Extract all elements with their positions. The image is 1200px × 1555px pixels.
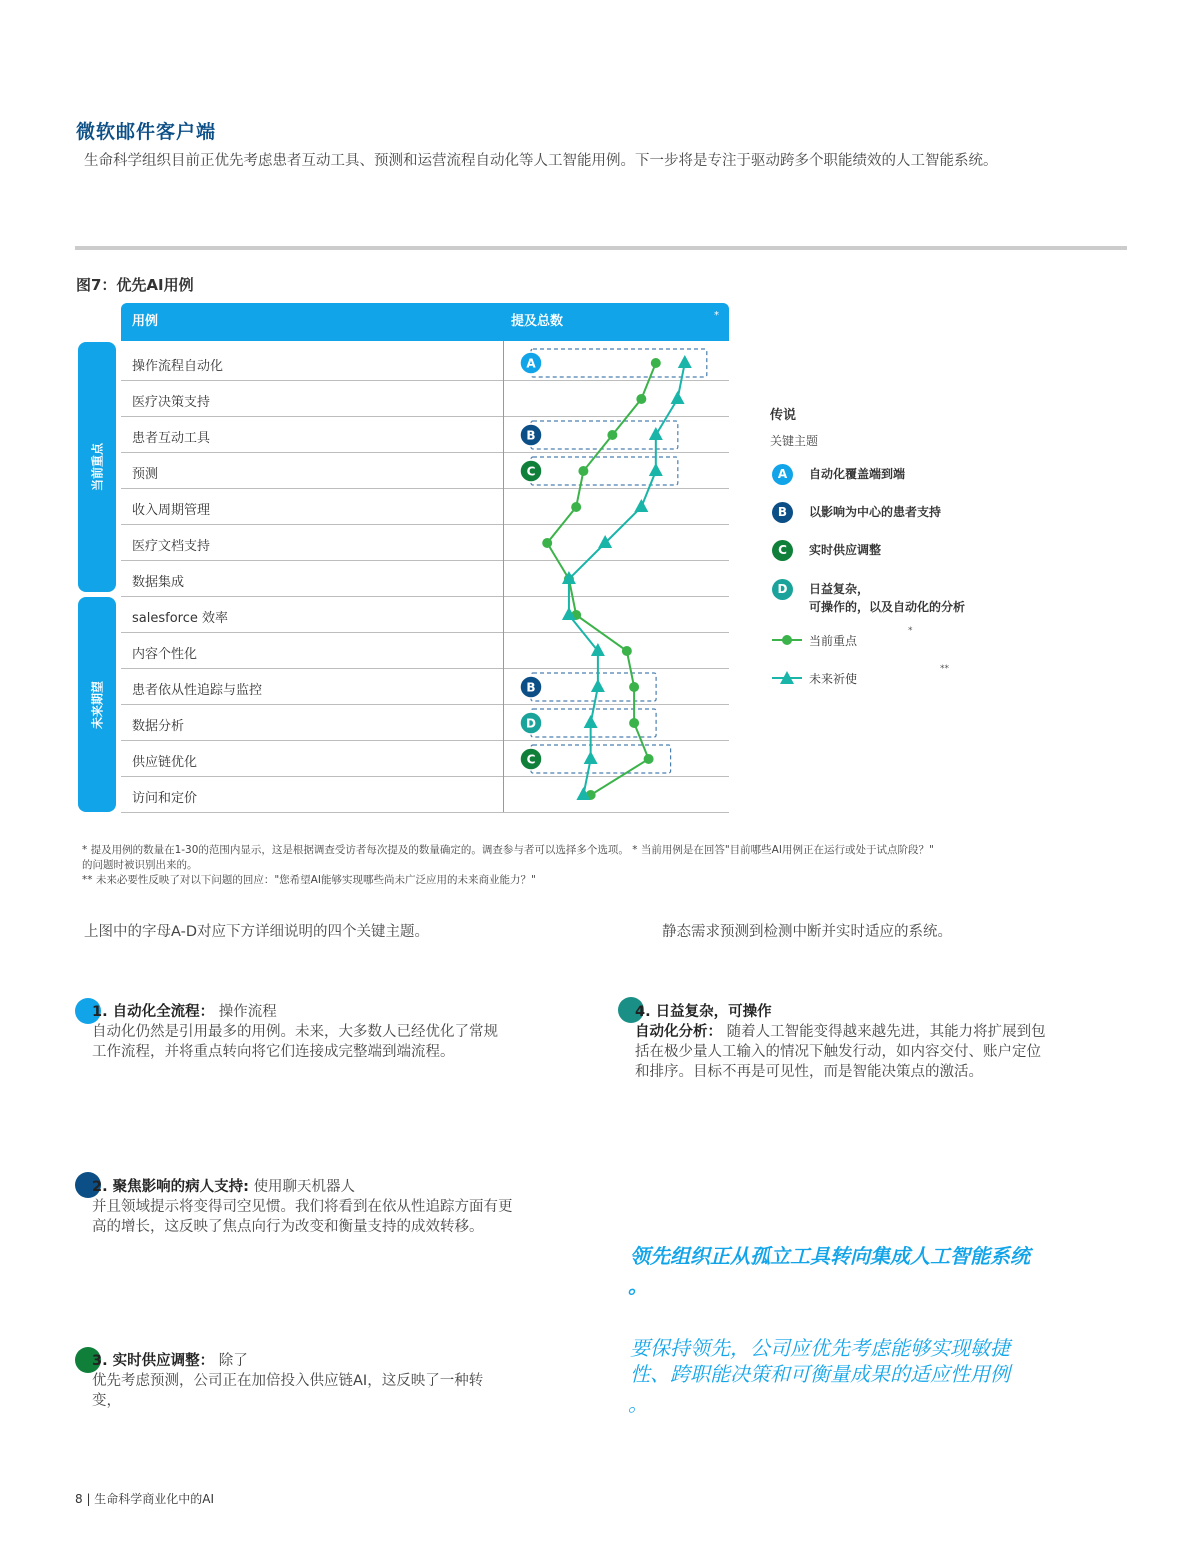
footnote-2: 的问题时被识别出来的。 bbox=[82, 859, 198, 871]
future-imperative-point bbox=[678, 355, 692, 368]
theme-4-heading bbox=[635, 1002, 772, 1022]
theme-4-body-1: 括在极少量人工输入的情况下触发行动，如内容交付、账户定位 bbox=[635, 1044, 1041, 1060]
legend-current-text: 当前重点 bbox=[809, 634, 858, 648]
pull-quote-2-end: 。 bbox=[628, 1392, 648, 1416]
legend-badge-d: D bbox=[772, 579, 793, 600]
legend-title: 传说 bbox=[770, 408, 797, 423]
theme-2-body-1: 并且领域提示将变得司空见惯。我们将看到在依从性追踪方面有更 bbox=[92, 1199, 513, 1215]
legend-future-mark: ** bbox=[940, 664, 949, 674]
body-text-left: 上图中的字母A-D对应下方详细说明的四个关键主题。 bbox=[84, 924, 429, 940]
pull-quote-2-line-1: 要保持领先，公司应优先考虑能够实现敏捷 bbox=[630, 1336, 1010, 1360]
intro-paragraph: 生命科学组织目前正优先考虑患者互动工具、预测和运营流程自动化等人工智能用例。下一步将是专注于驱动跨多个职能绩效的人工智能系统。 bbox=[84, 153, 998, 169]
current-focus-point bbox=[651, 358, 661, 368]
current-focus-point bbox=[644, 754, 654, 764]
future-imperative-point bbox=[649, 463, 663, 476]
theme-1-tail: 操作流程 bbox=[218, 1004, 277, 1020]
theme-1-title: 1. 自动化全流程： bbox=[92, 1004, 215, 1020]
theme-1-body-1: 自动化仍然是引用最多的用例。未来，大多数人已经优化了常规 bbox=[92, 1024, 498, 1040]
theme-4-body-2: 和排序。目标不再是可见性，而是智能决策点的激活。 bbox=[635, 1064, 983, 1080]
row-label: 患者互动工具 bbox=[132, 431, 211, 446]
pull-quote-1: 领先组织正从孤立工具转向集成人工智能系统 bbox=[630, 1244, 1030, 1268]
current-focus-point bbox=[629, 682, 639, 692]
side-label-future bbox=[78, 597, 116, 812]
theme-4-tail: 随着人工智能变得越来越先进，其能力将扩展到包 bbox=[726, 1024, 1046, 1040]
theme-3-heading bbox=[92, 1351, 248, 1371]
legend-badge-b: B bbox=[772, 502, 793, 523]
legend-subtitle: 关键主题 bbox=[770, 434, 819, 448]
pull-quote-1-end: 。 bbox=[628, 1274, 648, 1298]
legend-theme-d-text: 日益复杂， bbox=[809, 582, 870, 596]
current-focus-point bbox=[578, 466, 588, 476]
highlight-box bbox=[531, 349, 707, 377]
side-label-current bbox=[78, 342, 116, 592]
legend-theme-d-text2: 可操作的，以及自动化的分析 bbox=[809, 600, 966, 614]
theme-badge-label: A bbox=[526, 356, 536, 371]
section-divider bbox=[75, 246, 1127, 250]
future-imperative-point bbox=[671, 391, 685, 404]
side-label-current-text: 当前重点 bbox=[90, 442, 105, 492]
row-label: 数据集成 bbox=[132, 575, 185, 590]
future-imperative-line bbox=[569, 363, 685, 795]
page-footer: 8 | 生命科学商业化中的AI bbox=[75, 1492, 215, 1506]
theme-4-title-2: 自动化分析： bbox=[635, 1024, 722, 1040]
current-focus-point bbox=[629, 718, 639, 728]
row-label: 内容个性化 bbox=[132, 647, 198, 662]
theme-1-body-2: 工作流程，并将重点转向将它们连接成完整端到端流程。 bbox=[92, 1044, 455, 1060]
current-focus-line bbox=[547, 363, 656, 795]
future-imperative-point bbox=[584, 751, 598, 764]
current-focus-point bbox=[571, 502, 581, 512]
column-header-usecase: 用例 bbox=[121, 303, 503, 341]
row-label: 访问和定价 bbox=[132, 791, 198, 806]
legend-future-text: 未来祈使 bbox=[809, 672, 858, 686]
future-imperative-point bbox=[584, 715, 598, 728]
footnote-1: * 提及用例的数量在1-30的范围内显示，这是根据调查受访者每次提及的数量确定的。调查参与者可以选择多个选项。 * 当前用例是在回答"目前哪些AI用例正在运行或处于试点阶段？" bbox=[82, 844, 934, 856]
column-header-footnote-mark: * bbox=[714, 310, 719, 321]
row-label: 患者依从性追踪与监控 bbox=[132, 683, 263, 698]
row-label: 预测 bbox=[132, 467, 159, 482]
future-imperative-point bbox=[591, 679, 605, 692]
body-text-right: 静态需求预测到检测中断并实时适应的系统。 bbox=[662, 924, 952, 940]
current-focus-point bbox=[636, 394, 646, 404]
legend-theme-a-text: 自动化覆盖端到端 bbox=[809, 467, 906, 481]
theme-badge-label: D bbox=[526, 716, 536, 731]
theme-2-heading bbox=[92, 1177, 355, 1197]
page-heading: 微软邮件客户端 bbox=[76, 121, 217, 143]
legend-badge-c: C bbox=[772, 540, 793, 561]
current-focus-point bbox=[542, 538, 552, 548]
circle-marker-icon bbox=[772, 632, 802, 648]
theme-3-body-2: 变， bbox=[92, 1393, 121, 1409]
column-header-mentions-label: 提及总数 bbox=[511, 314, 564, 329]
future-imperative-point bbox=[649, 427, 663, 440]
triangle-marker-icon bbox=[772, 670, 802, 686]
theme-3-body-1: 优先考虑预测，公司正在加倍投入供应链AI，这反映了一种转 bbox=[92, 1373, 484, 1389]
row-label: 医疗决策支持 bbox=[132, 395, 211, 410]
theme-2-title: 2. 聚焦影响的病人支持: bbox=[92, 1179, 249, 1195]
row-label: salesforce 效率 bbox=[132, 611, 228, 626]
row-label: 收入周期管理 bbox=[132, 503, 211, 518]
future-imperative-point bbox=[634, 499, 648, 512]
theme-badge-label: C bbox=[526, 464, 536, 479]
current-focus-point bbox=[622, 646, 632, 656]
current-focus-point bbox=[607, 430, 617, 440]
theme-badge-label: C bbox=[526, 752, 536, 767]
legend-theme-c-text: 实时供应调整 bbox=[809, 543, 882, 557]
theme-2-tail: 使用聊天机器人 bbox=[253, 1179, 356, 1195]
theme-1-heading bbox=[92, 1002, 277, 1022]
row-label: 医疗文档支持 bbox=[132, 539, 211, 554]
legend-badge-a: A bbox=[772, 464, 793, 485]
mentions-chart bbox=[503, 341, 729, 812]
theme-3-tail: 除了 bbox=[218, 1353, 248, 1369]
theme-badge-label: B bbox=[526, 428, 536, 443]
theme-4-title: 4. 日益复杂，可操作 bbox=[635, 1004, 772, 1020]
row-label: 供应链优化 bbox=[132, 755, 198, 770]
footnote-3: ** 未来必要性反映了对以下问题的回应："您希望AI能够实现哪些尚未广泛应用的未来商业能力？" bbox=[82, 874, 536, 886]
theme-badge-label: B bbox=[526, 680, 536, 695]
row-label: 操作流程自动化 bbox=[132, 359, 224, 374]
column-header-mentions bbox=[503, 303, 729, 341]
legend-current-mark: * bbox=[908, 626, 913, 636]
side-label-future-text: 未来期望 bbox=[90, 680, 105, 729]
theme-2-body-2: 高的增长，这反映了焦点向行为改变和衡量支持的成效转移。 bbox=[92, 1219, 484, 1235]
figure-title: 图7：优先AI用例 bbox=[76, 276, 194, 294]
pull-quote-2-line-2: 性、跨职能决策和可衡量成果的适应性用例 bbox=[630, 1362, 1010, 1386]
legend-theme-b-text: 以影响为中心的患者支持 bbox=[809, 505, 942, 519]
row-label: 数据分析 bbox=[132, 719, 185, 734]
theme-4-heading-2 bbox=[635, 1022, 1046, 1042]
theme-3-title: 3. 实时供应调整： bbox=[92, 1353, 215, 1369]
